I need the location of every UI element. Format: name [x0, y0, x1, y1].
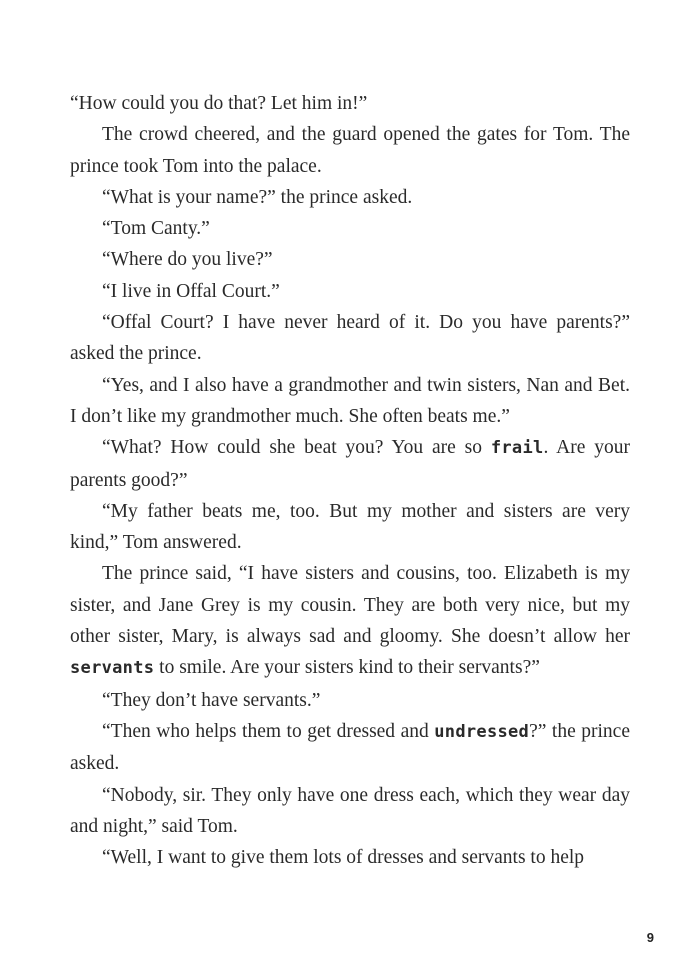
vocabulary-word: servants: [70, 658, 155, 679]
paragraph-text: “Offal Court? I have never heard of it. Do you have parents?” asked the prince.: [70, 312, 630, 365]
paragraph-text: “Nobody, sir. They only have one dress each, which they wear day and night,” said Tom.: [70, 784, 630, 837]
paragraph-text: to smile. Are your sisters kind to their servants?”: [154, 657, 540, 679]
paragraph-text: “I live in Offal Court.”: [102, 280, 280, 302]
paragraph-text: “Tom Canty.”: [102, 218, 210, 240]
paragraph-text: “Yes, and I also have a grandmother and twin sisters, Nan and Bet. I don’t like my grandmother much. She often beats me.”: [70, 374, 630, 427]
paragraph: [70, 370, 630, 433]
paragraph-text: “Well, I want to give them lots of dresses and servants to help: [102, 847, 585, 869]
page-body-text: [70, 88, 630, 873]
paragraph-text: “They don’t have servants.”: [102, 689, 321, 711]
paragraph-text: “What? How could she beat you? You are so: [102, 437, 491, 459]
paragraph: [70, 780, 630, 843]
page-number: 9: [646, 930, 654, 945]
paragraph: [70, 496, 630, 559]
paragraph: [70, 432, 630, 496]
paragraph-text: “What is your name?” the prince asked.: [102, 186, 413, 208]
paragraph: [70, 716, 630, 780]
paragraph: [70, 685, 630, 716]
paragraph-text: “How could you do that? Let him in!”: [70, 93, 368, 114]
paragraph-text: The crowd cheered, and the guard opened the gates for Tom. The prince took Tom into the palace.: [70, 124, 630, 177]
paragraph-text: “My father beats me, too. But my mother and sisters are very kind,” Tom answered.: [70, 500, 630, 554]
paragraph: [70, 558, 630, 684]
paragraph: [70, 88, 630, 119]
paragraph-text: “Where do you live?”: [102, 249, 273, 271]
paragraph: [70, 276, 630, 307]
paragraph-text: “Then who helps them to get dressed and: [102, 720, 435, 742]
paragraph: [70, 213, 630, 244]
paragraph-text: . Are your parents good?”: [70, 437, 631, 491]
paragraph-text: The prince said, “I have sisters and cousins, too. Elizabeth is my sister, and Jane Grey is my cousin. They are both very nice, but my other sister, Mary, is always sad and gloomy. She doesn’t allow her: [70, 563, 630, 648]
paragraph: [70, 244, 630, 275]
paragraph: [70, 307, 630, 370]
vocabulary-word: undressed: [434, 721, 530, 742]
paragraph: [70, 119, 630, 182]
paragraph-text: ?” the prince asked.: [70, 720, 630, 775]
vocabulary-word: frail: [490, 438, 544, 459]
paragraph: [70, 842, 630, 873]
paragraph: [70, 182, 630, 213]
